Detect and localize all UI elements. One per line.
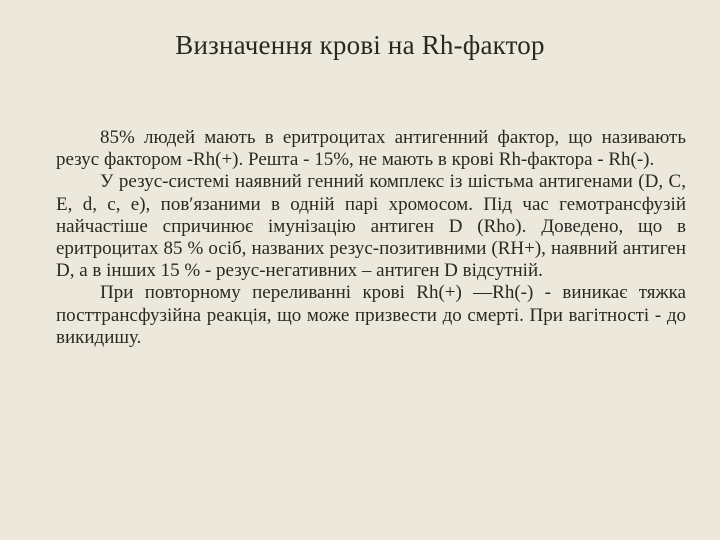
slide-title: Визначення крові на Rh-фактор bbox=[175, 30, 545, 60]
paragraph-repeat-transfusion: При повторному переливанні крові Rh(+) —Rh(-) - виникає тяжка посттрансфузійна реакція, що може призвести до смерті. При вагітності - до викидишу. bbox=[56, 282, 686, 348]
paragraph-rh-prevalence: 85% людей мають в еритроцитах антигенний фактор, що називають резус фактором -Rh(+). Решта - 15%, не мають в крові Rh-фактора - Rh(-). bbox=[56, 127, 686, 171]
slide-body bbox=[56, 127, 686, 349]
paragraph-rh-system-antigens: У резус-системі наявний генний комплекс із шістьма антигенами (D, C, E, d, c, e), пов′язаними в одній парі хромосом. Під час гемотрансфузій найчастіше спричинює імунізацію антиген D (Rho). Доведено, що в еритроцитах 85 % осіб, названих резус-позитивними (RH+), наявний антиген D, а в інших 15 % - резус-негативних – антиген D відсутній. bbox=[56, 171, 686, 282]
